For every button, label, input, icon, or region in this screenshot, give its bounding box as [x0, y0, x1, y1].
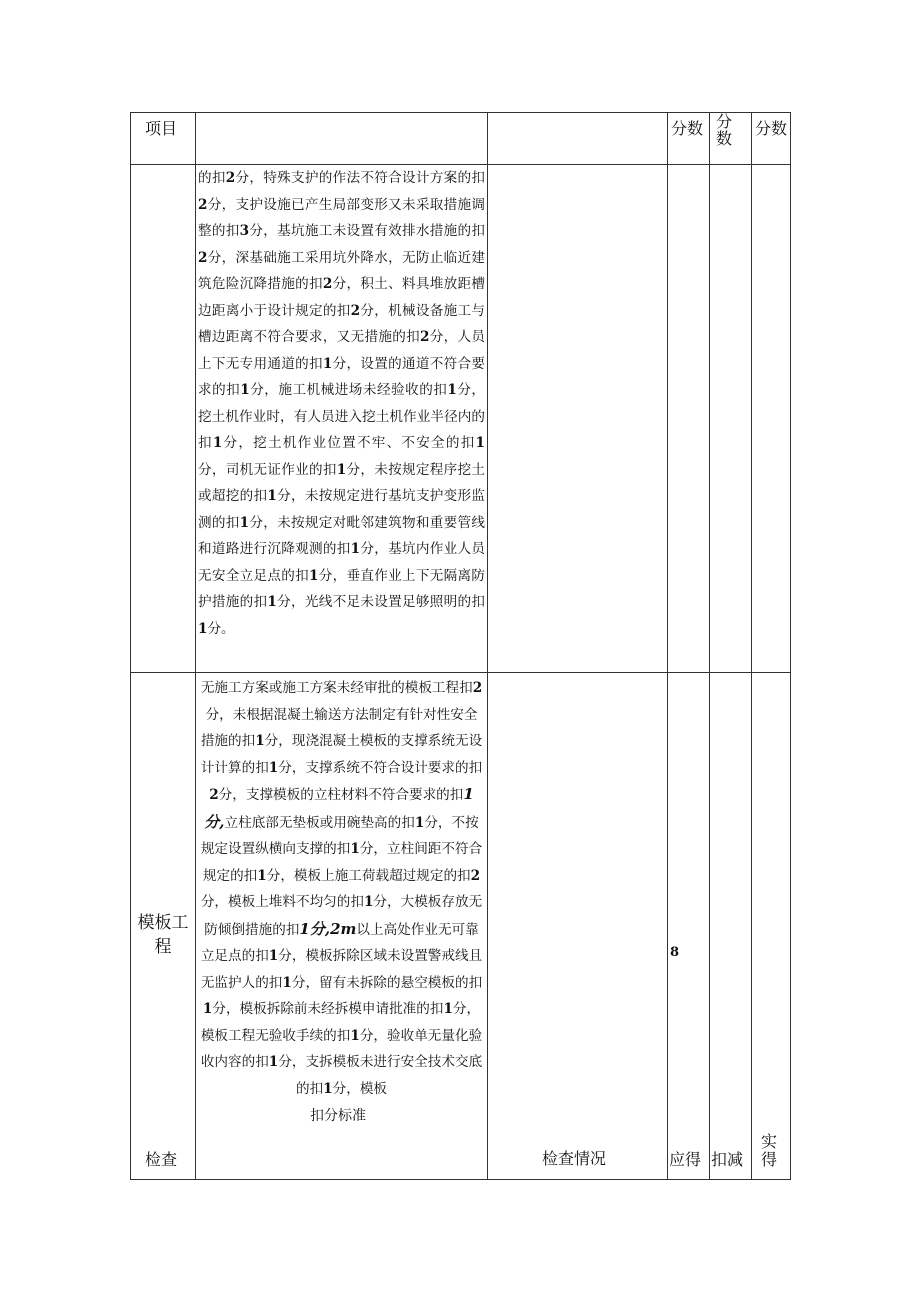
row2-run: 分，支拆模板未进行安全技术交底的扣 — [278, 1054, 483, 1097]
row2-run: 分，模板上施工荷载超过规定的扣 — [266, 867, 471, 884]
row2-run: 1 — [202, 1001, 213, 1017]
row2-deduct-cell — [710, 673, 752, 1180]
row2-run: 1 — [443, 1001, 453, 1017]
row2-run: 1 — [268, 1054, 279, 1070]
header-score-2-line1: 分 — [716, 112, 733, 131]
row2-item-cell — [131, 673, 196, 1180]
row1-run: 1 — [309, 567, 319, 584]
row1-run: 分，支护设施已产生局部变形又未采取措施调整的扣 — [198, 196, 485, 239]
table-row-formwork — [131, 673, 791, 1180]
row1-run: 的扣 — [198, 170, 226, 186]
row1-check-cell — [488, 165, 668, 673]
row2-run: 分，大模板存放无防倾倒措施的扣 — [204, 894, 483, 938]
footer-should-get: 应得 — [669, 1150, 702, 1169]
row2-run: 分，不按规定设置纵横向支撑的扣 — [200, 814, 479, 857]
row1-run: 分，人员上下无专用通道的扣 — [198, 329, 486, 372]
row2-run: 分，模板拆除前未经拆模申请批准的扣 — [212, 1001, 444, 1017]
row1-run: 分，基坑内作业人员无安全立足点的扣 — [198, 541, 486, 584]
row2-run: 1 — [257, 867, 267, 884]
footer-deduct-standard: 扣分标准 — [310, 1108, 366, 1124]
table-header-row — [131, 113, 791, 165]
footer-deduct: 扣减 — [711, 1150, 744, 1169]
inspection-score-table — [130, 112, 791, 1180]
row2-run: 分，模板拆除区域未设置警戒线且无监护人的扣 — [200, 948, 483, 991]
row1-run: 分，基坑施工未设置有效排水措施的扣 — [249, 223, 486, 239]
row2-run: 分，模板工程无验收手续的扣 — [200, 1001, 481, 1044]
row1-run: 分，未按规定程序挖土或超挖的扣 — [198, 461, 485, 504]
row1-run: 1 — [212, 435, 223, 451]
row1-run: 分，设置的通道不符合要求的扣 — [198, 355, 486, 398]
header-check-empty — [488, 113, 668, 165]
row1-run: 1 — [267, 488, 277, 504]
row2-score: 8 — [670, 945, 680, 960]
row2-run: 1 — [255, 733, 265, 749]
row2-check-cell — [488, 673, 668, 1180]
row1-run: 2 — [225, 170, 236, 186]
row1-run: 分，深基础施工采用坑外降水，无防止临近建筑危险沉降措施的扣 — [198, 249, 485, 292]
row1-run: 分，积土、料具堆放距槽边距离小于设计规定的扣 — [198, 276, 486, 319]
row2-run: 2 — [209, 787, 219, 803]
row2-run: 分，模板上堆料不均匀的扣 — [200, 894, 364, 910]
row1-run: 1 — [198, 620, 208, 637]
row1-run: 1 — [447, 382, 457, 398]
row2-run: 1 — [268, 948, 279, 964]
row2-run: 1 — [414, 814, 425, 831]
row2-run: 分，现浇混凝土模板的支撑系统无设计计算的扣 — [200, 733, 483, 776]
row2-item-name: 模板工程 — [137, 913, 189, 957]
row1-run: 2 — [198, 196, 208, 213]
row1-run: 1 — [239, 514, 250, 531]
row1-run: 分。 — [207, 620, 235, 637]
row1-run: 分，施工机械进场未经验收的扣 — [249, 382, 448, 398]
row1-run: 1 — [322, 355, 333, 372]
header-score-1: 分数 — [668, 113, 710, 165]
row2-run: 1 — [268, 759, 279, 776]
row2-standard-text — [196, 673, 487, 1102]
row1-run: 1 — [350, 541, 361, 557]
footer-check-label: 检查 — [145, 1150, 178, 1169]
row1-actual-cell — [752, 165, 791, 673]
row1-run: 分，机械设备施工与槽边距离不符合要求，又无措施的扣 — [198, 302, 486, 345]
row2-standard-cell — [196, 673, 488, 1180]
row2-run: 1分,2m — [299, 919, 357, 938]
row1-deduct-cell — [710, 165, 752, 673]
row2-run: 1 — [323, 1080, 333, 1097]
footer-actual-2: 得 — [761, 1150, 778, 1169]
row1-run: 分，垂直作业上下无隔离防护措施的扣 — [198, 567, 486, 610]
row2-run: 2 — [470, 867, 481, 884]
row2-run: 1 — [350, 841, 360, 857]
row1-run: 2 — [420, 329, 430, 345]
row1-standard-cell — [196, 165, 488, 673]
header-score-3: 分数 — [752, 113, 791, 165]
row1-run: 1 — [267, 594, 277, 610]
row2-run: 分，支撑系统不符合设计要求的扣 — [278, 759, 483, 776]
header-item: 项目 — [131, 113, 196, 165]
row2-run: 分，模板 — [332, 1080, 388, 1097]
footer-actual-1: 实 — [761, 1132, 778, 1151]
row2-run: 分，立柱间距不符合规定的扣 — [202, 841, 483, 884]
row1-run: 分，未按规定对毗邻建筑物和重要管线和道路进行沉降观测的扣 — [198, 514, 486, 557]
row1-run: 2 — [350, 302, 361, 319]
row1-should-cell — [668, 165, 710, 673]
footer-check-status: 检查情况 — [542, 1149, 607, 1168]
row2-run: 1 — [282, 974, 292, 991]
row2-run: 分，未根据混凝土输送方法制定有针对性安全措施的扣 — [200, 706, 478, 749]
table-row-foundation — [131, 165, 791, 673]
row2-run: 1 — [350, 1027, 360, 1044]
row1-run: 3 — [239, 223, 250, 239]
row1-run: 分，司机无证作业的扣 — [198, 461, 337, 478]
row2-run: 1分, — [204, 785, 474, 831]
row2-run: 1 — [363, 894, 374, 910]
row2-run: 分，留有未拆除的悬空模板的扣 — [291, 974, 483, 991]
header-score-2 — [710, 113, 752, 165]
row1-run: 2 — [198, 249, 208, 266]
header-standard-empty — [196, 113, 488, 165]
row1-run: 1 — [336, 461, 347, 478]
row2-run: 立柱底部无垫板或用碗垫高的扣 — [224, 814, 415, 831]
row1-run: 分，挖土机作业时，有人员进入挖土机作业半径内的扣 — [198, 382, 486, 451]
row1-run: 分，光线不足未设置足够照明的扣 — [276, 594, 486, 610]
row1-run: 1 — [475, 435, 486, 451]
row2-run: 以上高处作业无可靠立足点的扣 — [200, 921, 479, 964]
row2-actual-cell — [752, 673, 791, 1180]
header-score-2-line2: 数 — [716, 129, 733, 148]
row2-run: 无施工方案或施工方案未经审批的模板工程扣 — [200, 680, 473, 696]
row1-run: 2 — [322, 276, 333, 292]
row2-run: 分，支撑模板的立柱材料不符合要求的扣 — [218, 787, 464, 803]
row1-run: 1 — [240, 382, 250, 398]
row1-standard-text — [196, 165, 487, 642]
row1-run: 分，特殊支护的作法不符合设计方案的扣 — [235, 170, 486, 186]
row2-run: 分，验收单无量化验收内容的扣 — [200, 1027, 483, 1070]
row2-run: 2 — [472, 680, 483, 696]
row1-run: 分，未按规定进行基坑支护变形监测的扣 — [198, 488, 486, 531]
row2-should-cell — [668, 673, 710, 1180]
row1-item-cell — [131, 165, 196, 673]
row1-run: 分，挖土机作业位置不牢、不安全的扣 — [222, 435, 476, 451]
